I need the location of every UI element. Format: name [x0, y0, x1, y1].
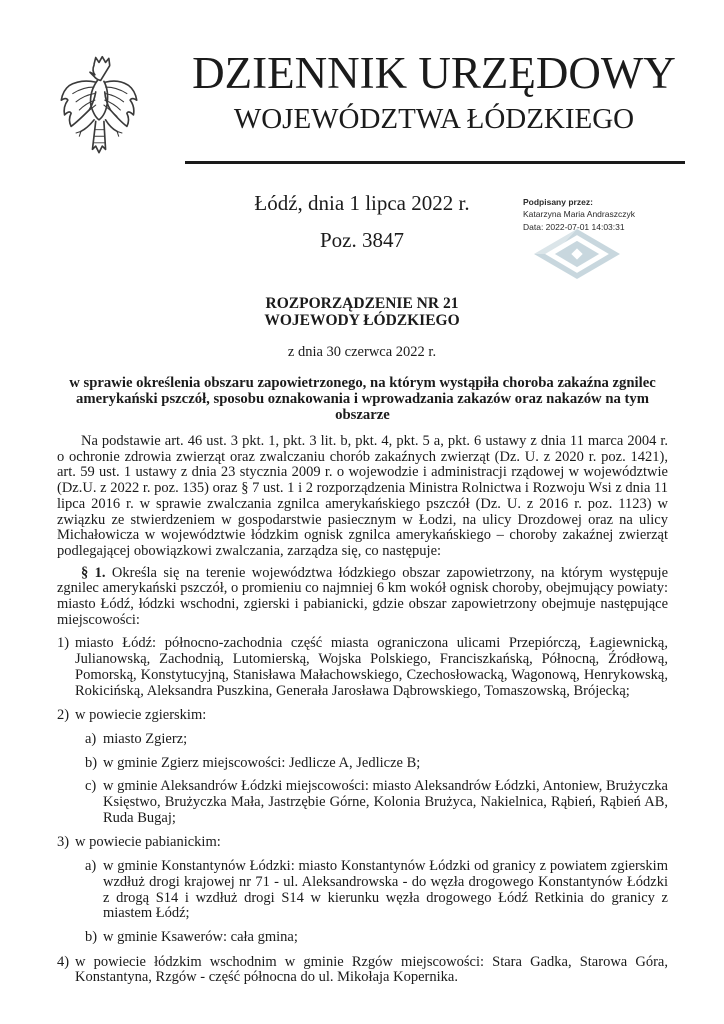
place-and-date: Łódź, dnia 1 lipca 2022 r.: [254, 191, 470, 215]
list-item-4: [57, 955, 668, 986]
e-signature-block: [523, 196, 635, 233]
list-item-2c: [85, 779, 668, 826]
signed-by-label: Podpisany przez:: [523, 197, 593, 207]
list-item-4-marker: 4): [57, 953, 70, 970]
list-item-2-marker: 2): [57, 707, 70, 724]
act-date: z dnia 30 czerwca 2022 r.: [287, 344, 437, 360]
act-title-line1: ROZPORZĄDZENIE NR 21: [265, 295, 459, 312]
list-item-3: [57, 835, 668, 945]
list-item-2c-marker: c): [85, 778, 97, 795]
list-item-3b-text: w gminie Ksawerów: cała gmina;: [103, 928, 298, 945]
polish-eagle-emblem-icon: [58, 54, 140, 166]
list-item-1-text: miasto Łódź: północno-zachodnia część miasta ograniczona ulicami Przepiórczą, Łagiewnicką, Julianowską, Zachodnią, Lutomierską, Wojska Polskiego, Franciszkańską, Północną, Źródłową, Pomorską, Konstytucyjną, Stanisława Małachowskiego, Czechosłowacką, Wagonową, Henrykowską, Rokicińską, Aleksandra Puszkina, Generała Jarosława Dąbrowskiego, Tomaszowską, Brójecką;: [75, 635, 668, 699]
list-item-2c-text: w gminie Aleksandrów Łódzki miejscowości: miasto Aleksandrów Łódzki, Antoniew, Brużyczka Księstwo, Brużyczka Mała, Jastrzębie Górne, Kolonia Brużyca, Nakielnica, Rąbień, Rąbień AB, Ruda Bugaj;: [103, 778, 668, 826]
act-title-line2: WOJEWODY ŁÓDZKIEGO: [264, 311, 460, 329]
signature-date: Data: 2022-07-01 14:03:31: [523, 221, 625, 232]
paragraph-1-text: Określa się na terenie województwa łódzkiego obszar zapowietrzony, na którym występuje zgnilec amerykański pszczół, o promieniu co najmniej 6 km wokół ognisk choroby, obejmujący powiaty: miasto Łódź, łódzki wschodni, zgierski i pabianicki, gdzie obszar zapowietrzony obejmuje następujące miejscowości:: [57, 564, 669, 628]
journal-title: DZIENNIK URZĘDOWY: [192, 48, 676, 98]
act-body: [57, 434, 668, 995]
list-item-2: [57, 708, 668, 826]
list-item-3-text: w powiecie pabianickim:: [75, 834, 221, 851]
list-item-2b-marker: b): [85, 754, 98, 771]
list-item-2a-marker: a): [85, 730, 97, 747]
list-item-3a: [85, 859, 668, 922]
list-item-2-text: w powiecie zgierskim:: [75, 707, 207, 724]
list-item-3a-marker: a): [85, 858, 97, 875]
list-item-4-text: w powiecie łódzkim wschodnim w gminie Rzgów miejscowości: Stara Gadka, Starowa Góra, Konstantyna, Rzgów - część północna do ul. Mikołaja Kopernika.: [75, 953, 668, 986]
list-item-2a: [85, 732, 668, 748]
preamble-paragraph: Na podstawie art. 46 ust. 3 pkt. 1, pkt. 3 lit. b, pkt. 4, pkt. 5 a, pkt. 6 ustawy z dnia 11 marca 2004 r. o ochronie zdrowia zwierząt oraz zwalczaniu chorób zakaźnych zwierząt (Dz. U. z 2020 r. poz. 1421), art. 59 ust. 1 ustawy z dnia 23 stycznia 2009 r. o wojewodzie i administracji rządowej w województwie (Dz.U. z 2022 r. poz. 135) oraz § 7 ust. 1 i 2 rozporządzenia Ministra Rolnictwa i Rozwoju Wsi z dnia 11 lipca 2016 r. w sprawie zwalczania zgnilca amerykańskiego pszczół (Dz. U. z 2016 r. poz. 1123) w związku ze stwierdzeniem w gospodarstwie pasiecznym w Łodzi, na ulicy Drozdowej oraz na ulicy Michałowicza w województwie łódzkim ognisk zgnilca amerykańskiego – choroby zakaźnej zwierząt podlegającej obowiązkowi zwalczania, zarządza się, co następuje:: [57, 433, 668, 559]
act-subject: w sprawie określenia obszaru zapowietrzonego, na którym wystąpiła choroba zakaźna zgnilec amerykański pszczół, sposobu oznakowania i wprowadzania zakazów oraz nakazów na tym obszarze: [69, 375, 656, 424]
list-item-3b: [85, 930, 668, 946]
list-item-2a-text: miasto Zgierz;: [103, 730, 188, 747]
list-item-3a-text: w gminie Konstantynów Łódzki: miasto Konstantynów Łódzki od granicy z powiatem zgierskim wzdłuż drogi krajowej nr 71 - ul. Aleksandrowska - do węzła drogowego Konstantynów Łódzki z drogą S14 i wzdłuż drogi S14 w kierunku węzła drogowego Łódź Retkinia do granicy z miastem Łódź;: [103, 858, 668, 922]
list-item-3-marker: 3): [57, 834, 70, 851]
paragraph-1: [57, 566, 668, 629]
list-item-2b-text: w gminie Zgierz miejscowości: Jedlicze A, Jedlicze B;: [103, 754, 421, 771]
signer-name: Katarzyna Maria Andraszczyk: [523, 209, 635, 220]
list-item-1: [57, 636, 668, 699]
masthead-rule: [185, 161, 685, 164]
list-item-3b-marker: b): [85, 928, 98, 945]
list-item-2b: [85, 756, 668, 772]
e-signature-stamp-icon: [534, 229, 620, 279]
paragraph-1-label: § 1.: [81, 564, 106, 581]
list-item-1-marker: 1): [57, 635, 70, 652]
position-number: Poz. 3847: [320, 228, 404, 252]
masthead: [178, 50, 690, 136]
act-title: [0, 296, 724, 329]
journal-subtitle: WOJEWÓDZTWA ŁÓDZKIEGO: [233, 103, 635, 136]
